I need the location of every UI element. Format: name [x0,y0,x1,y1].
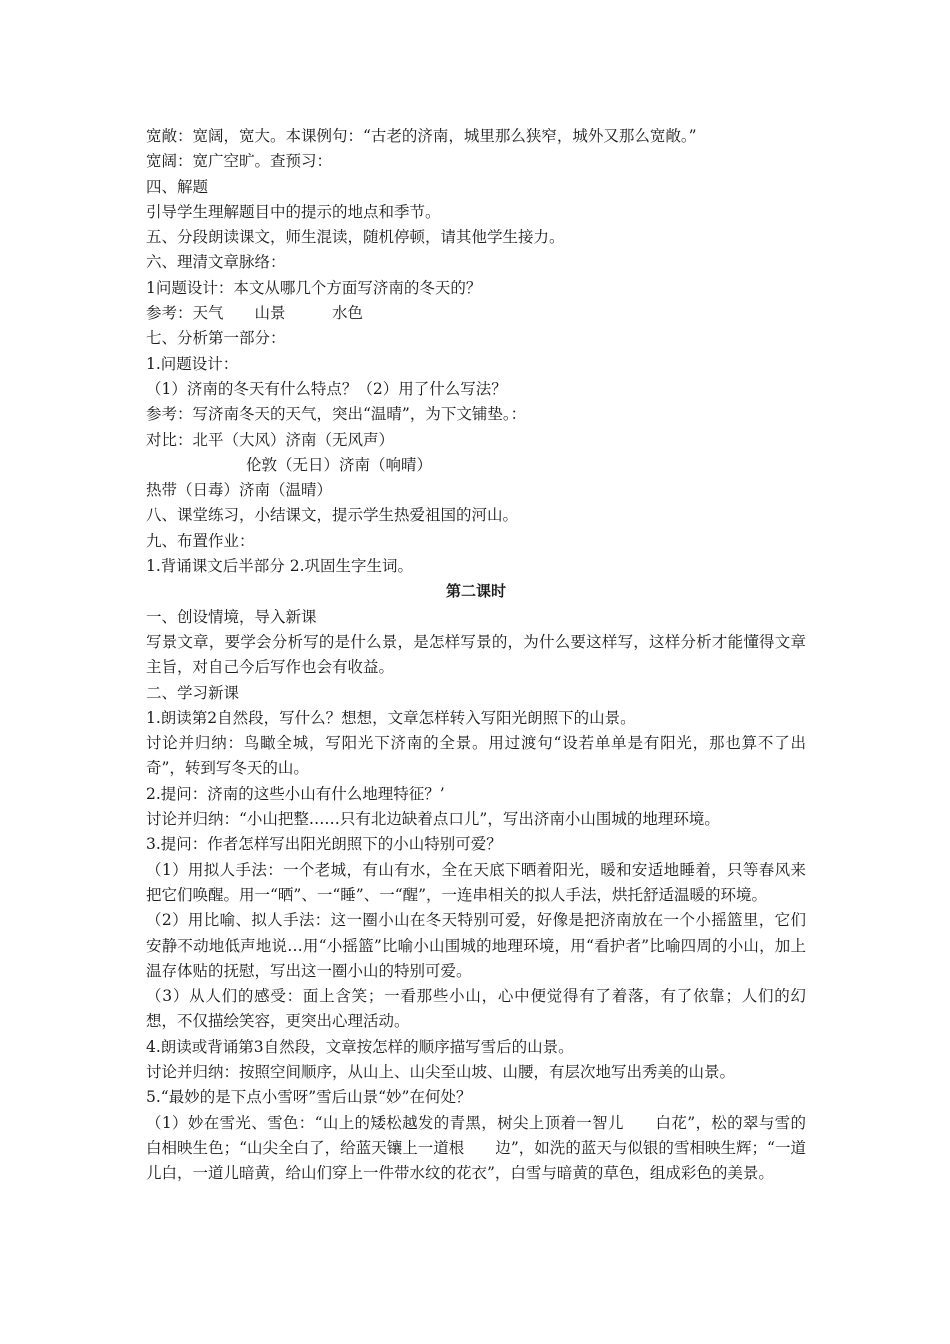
question-line: 1.问题设计： [146,354,239,373]
section-heading: 一、创设情境，导入新课 [146,607,317,626]
question-line: 1.朗读第2自然段，写什么？想想，文章怎样转入写阳光朗照下的山景。 [146,708,636,727]
text-line: 引导学生理解题目中的提示的地点和季节。 [146,202,441,221]
answer-line: 讨论并归纳：按照空间顺序，从山上、山尖至山坡、山腰，有层次地写出秀美的山景。 [146,1062,736,1081]
comparison-line: 伦敦（无日）济南（响晴） [246,455,433,474]
document-page [146,124,806,1186]
paragraph: （3）从人们的感受：面上含笑；一看那些小山，心中便觉得有了着落，有了依靠；人们的幻想，不仅描绘笑容，更突出心理活动。 [146,987,806,1031]
question-line: 5.“最妙的是下点小雪呀”雪后山景“妙”在何处？ [146,1088,472,1107]
section-heading: 二、学习新课 [146,683,240,702]
question-line: （1）济南的冬天有什么特点？（2）用了什么写法？ [146,379,507,398]
section-heading: 七、分析第一部分： [146,329,286,348]
question-line: 1问题设计：本文从哪几个方面写济南的冬天的？ [146,278,482,297]
question-line: 4.朗读或背诵第3自然段，文章按怎样的顺序描写雪后的山景。 [146,1037,574,1056]
section-heading: 六、理清文章脉络： [146,253,286,272]
answer-line: 讨论并归纳：“小山把整……只有北边缺着点口儿”，写出济南小山围城的地理环境。 [146,810,720,829]
paragraph: （2）用比喻、拟人手法：这一圈小山在冬天特别可爱，好像是把济南放在一个小摇篮里，它们安静不动地低声地说…用“小摇篮”比喻小山围城的地理环境，用“看护者”比喻四周的小山，加上温存体贴的抚慰，写出这一圈小山的特别可爱。 [146,911,806,980]
homework-line: 1.背诵课文后半部分 2.巩固生字生词。 [146,557,414,576]
paragraph: （1）妙在雪光、雪色：“山上的矮松越发的青黑，树尖上顶着一智儿 白花”，松的翠与雪的白相映生色；“山尖全白了，给蓝天镶上一道根 边”，如洗的蓝天与似银的雪相映生辉；“一道儿白，一道儿暗黄，给山们穿上一件带水纹的花衣”，白雪与暗黄的草色，组成彩色的美景。 [146,1113,806,1183]
answer-line: 参考：写济南冬天的天气，突出“温晴”，为下文铺垫。： [146,405,527,424]
text-line: 宽阔：宽广空旷。查预习： [146,152,333,171]
section-heading: 八、课堂练习，小结课文，提示学生热爱祖国的河山。 [146,506,519,525]
comparison-line: 对比：北平（大风）济南（无风声） [146,430,395,449]
paragraph: 写景文章，要学会分析写的是什么景，是怎样写景的，为什么要这样写，这样分析才能懂得文章主旨，对自己今后写作也会有收益。 [146,632,806,677]
question-line: 3.提问：作者怎样写出阳光朗照下的小山特别可爱？ [146,835,502,854]
section-heading: 五、分段朗读课文，师生混读，随机停顿，请其他学生接力。 [146,228,565,247]
section-heading: 九、布置作业： [146,531,255,550]
question-line: 2.提问：济南的这些小山有什么地理特征？’ [146,784,445,803]
lesson-title: 第二课时 [445,582,506,601]
answer-line: 参考：天气 山景 水色 [146,304,364,323]
comparison-line: 热带（日毒）济南（温晴） [146,481,333,500]
section-heading: 四、解题 [146,177,209,196]
paragraph: 讨论并归纳：鸟瞰全城，写阳光下济南的全景。用过渡句“设若单单是有阳光，那也算不了出奇”，转到写冬天的山。 [146,734,806,778]
paragraph: （1）用拟人手法：一个老城，有山有水，全在天底下晒着阳光，暖和安适地睡着，只等春风来把它们唤醒。用一“晒”、一“睡”、一“醒”，一连串相关的拟人手法，烘托舒适温暖的环境。 [146,860,806,904]
text-line: 宽敞：宽阔，宽大。本课例句：“古老的济南，城里那么狭窄，城外又那么宽敞。” [146,127,697,145]
